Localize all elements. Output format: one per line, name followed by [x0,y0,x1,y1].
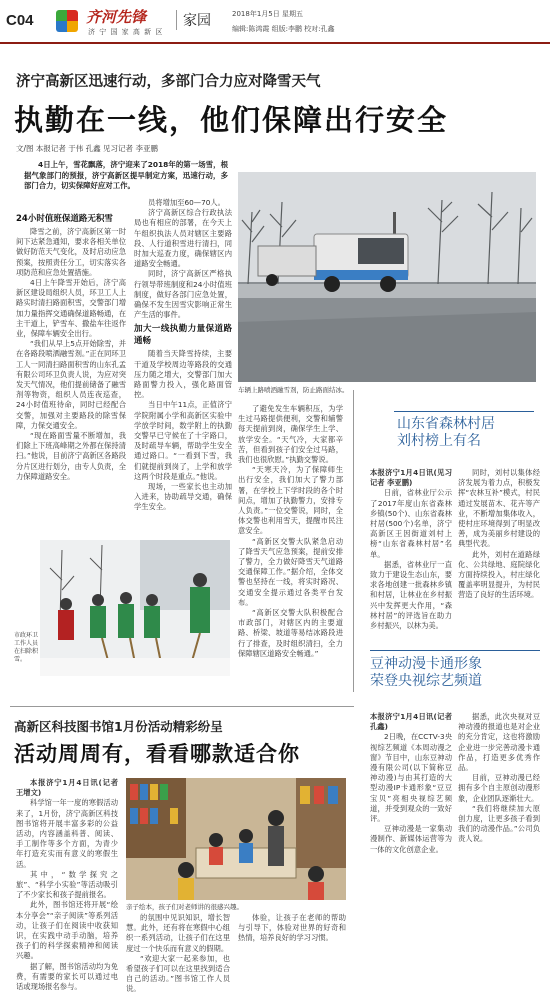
story1-photo-snow-truck [238,172,536,382]
story1-paragraph: 济宁高新区综合行政执法局也有相应的部署，在今天上午组织执法人员对辖区主要路段、人行道积雪进行清扫，同时加大巡查力度，确保辖区内道路安全畅通。 [134,208,232,269]
sidebar2-paragraph: “我们将继续加大原创力度，让更多孩子看到我们的动漫作品。”公司负责人说。 [458,803,540,844]
story1-headline: 执勤在一线，他们保障出行安全 [14,103,449,137]
story2-paragraph: 的氛围中见识知识，增长智慧。此外，还有将在寒假中心组织一系列活动，让孩子们在这里度过一个快乐而有意义的假期。 [126,913,230,953]
issue-date: 2018年1月5日 星期五 [232,10,303,18]
sidebar2-rule [370,650,540,651]
story1-paragraph: 4日上午降雪开始后，济宁高新区建设局组织人员，环卫工人上路实时清扫路面积雪，交警部门增加力量指挥交通确保道路畅通，在主干道上，铲雪车、撒盐车往返作业，保障车辆安全出行。 [16,278,126,339]
story1-photo1-caption: 车辆上路喷洒融雪剂，防止路面结冰。 [238,386,349,394]
story2-paragraph: “欢迎大家一起来参加，也希望孩子们可以在这里找到适合自己的活动。”图书馆工作人员说。 [126,953,230,994]
story2-byline: 本报济宁1月4日讯(记者 王增文) [16,778,118,798]
story1-subhead-1: 24小时值班保道路无积雪 [16,214,113,224]
page-header [0,0,550,44]
story1-paragraph: 了避免发生车辆积压，为学生过马路提供便利，交警和辅警每天提前到岗，确保学生上学、放学安全。“天气冷，大家都辛苦，但看到孩子们安全过马路，我们也很欣慰。”执勤交警说。 [238,404,343,465]
snow-truck-image [238,172,536,382]
sidebar1-paragraph: 日前，省林业厅公示了2017年度山东省森林乡镇(50个)、山东省森林村居(500个)名单，济宁高新区王因街道刘村上榜“山东省森林村居”名单。 [370,488,452,559]
story2-photo-caption: 亲子绘本，孩子们对老师讲的很感兴趣。 [126,903,243,911]
sweepers-image [40,540,230,676]
story2-headline: 活动周周有，看看哪款适合你 [14,742,300,766]
story1-kicker: 济宁高新区迅速行动，多部门合力应对降雪天气 [16,74,321,90]
story2-paragraph: 此外，图书馆还将开展“绘本分享会”“亲子阅读”等系列活动，让孩子们在阅读中收获知识，在实践中动手动脑，培养孩子们的科学探索精神和阅读兴趣。 [16,900,118,961]
newspaper-logo-icon [56,10,78,32]
story1-paragraph: 员将增加至60—70人。 [148,198,225,207]
story1-paragraph: “高新区交警大队积极配合市政部门，对辖区内的主要道路、桥梁、坡道等易结冰路段进行了排查，及时组织清扫，全力保障辖区道路安全畅通。” [238,608,343,658]
story1-column-3 [238,404,343,674]
story1-subhead-2: 加大一线执勤力量保道路通畅 [134,324,232,347]
story2-paragraph: 体验，让孩子在老师的帮助与引导下，体验对世界的好奇和热情，培养良好的学习习惯。 [238,913,346,943]
story1-lead: 4日上午，雪花飘落，济宁迎来了2018年的第一场雪，根据气象部门的预报，济宁高新区提早制定方案，迅速行动，多部门合力，切实保障好应对工作。 [24,160,228,190]
story2-paragraph: 其中，“数学探究之旅”、“科学小实验”等活动吸引了不少家长和孩子提前报名。 [16,869,118,900]
sidebar1-column-2 [458,468,540,638]
story-divider [10,706,354,707]
sidebar1-paragraph: 同时，刘村以集体经济发展为着力点，积极发挥“农林互补”模式，村民通过发展苗木、花卉等产业，不断增加集体收入，使村庄环境得到了明显改善，成为美丽乡村建设的典型代表。 [458,468,540,549]
story1-paragraph: 随着当天降雪持续，主要干道及学校周边等路段的交通压力随之增大，交警部门加大路面警力投入，强化路面管控。 [134,349,232,400]
sidebar2-paragraph: 目前，豆神动漫已经拥有多个自主原创动漫形象，企业团队逐渐壮大。 [458,773,540,803]
sidebar2-column-2 [458,712,540,938]
sidebar1-paragraph: 据悉，省林业厅一直致力于建设生态山东，要求各地创建一批森林乡镇和村居，让林业在乡村振兴中发挥更大作用，“森林村居”的评选旨在助力乡村振兴，以林为美。 [370,559,452,631]
sidebar1-paragraph: 此外，刘村在道路绿化、公共绿地、庭院绿化方面持续投入，村庄绿化覆盖率明显提升，为村民营造了良好的生活环境。 [458,549,540,600]
story1-paragraph: “天寒天冷，为了保障师生出行安全，我们加大了警力部署，在学校上下学时段的各个时间点，增加了执勤警力，安排专人负责。”一位交警说，同时，全体交警也利用雪天，提醒市民注意安全。 [238,465,343,536]
newspaper-subtitle: 济 宁 国 家 高 新 区 [88,28,164,36]
story1-paragraph: 现场，一些家长也主动加入进来，协助疏导交通，确保学生安全。 [134,482,232,512]
sidebar2-column-1 [370,712,452,938]
story1-paragraph: “现在路面雪量不断增加，我们除上下班高峰期之外都在保持清扫。”他说，目前济宁高新区各路段分片区进行划分，由专人负责，全力保障道路安全。 [16,431,126,481]
story2-paragraph: 据了解，图书馆活动均为免费，有需要的家长可以通过电话或现场报名参与。 [16,961,118,992]
column-divider [353,390,354,692]
section-name: 家园 [176,10,211,30]
sidebar1-column-1 [370,468,452,638]
sidebar2-paragraph: 据悉，此次央视对豆神动漫的报道也是对企业的充分肯定，这也将激励企业进一步完善动漫卡通作品，打造更多优秀作品。 [458,712,540,773]
story1-paragraph: 同时，济宁高新区严格执行领导带班制度和24小时值班制度，做好各部门应急处置，确保不发生因雪灾影响正常生产生活的事件。 [134,269,232,320]
sidebar2-paragraph: 2日晚，在CCTV-3央视综艺频道《本周动漫之窗》节目中，山东豆神动漫有限公司(以下简称豆神动漫)与由其打造的大型动漫IP卡通形象“豆豆宝贝”亮相央视综艺频道，并受到观众的一致好评。 [370,732,452,824]
story2-photo-library [126,778,346,900]
sidebar1-byline: 本报济宁1月4日讯(见习记者 李亚鹏) [370,468,452,488]
page-number: C04 [6,12,34,29]
story2-kicker: 高新区科技图书馆1月份活动精彩纷呈 [14,719,223,734]
story1-photo2-caption: 市政环卫工作人员在扫除积雪。 [14,632,39,663]
story2-column-3 [238,913,346,941]
story1-column-1 [16,210,126,528]
story2-paragraph: 科学馆一年一度的寒假活动来了，1月份，济宁高新区科技图书馆将开展丰富多彩的公益活动，内容涵盖科普、阅读、手工制作等多个方面，为青少年打造充实而有意义的寒假生活。 [16,798,118,869]
story1-paragraph: 当日中午11点，正值济宁学院附属小学和高新区实验中学放学时间，数学附上的执勤交警早已守候在了十字路口，及时疏导车辆，帮助学生安全通过路口。“一看到下雪，我们就提前到岗了，上学和放学这两个时段是重点。”他说。 [134,400,232,481]
story2-column-2 [126,913,230,994]
sidebar2-byline: 本报济宁1月4日讯(记者 孔鑫) [370,712,452,732]
story1-byline: 文/图 本报记者 于伟 孔鑫 见习记者 李亚鹏 [16,144,158,153]
story2-column-1 [16,778,118,992]
sidebar1-rule [394,411,534,412]
story1-photo-sweepers [40,540,230,676]
sidebar2-paragraph: 豆神动漫是一家集动漫制作、新媒体运营等为一体的文化创意企业。 [370,824,452,854]
story1-paragraph: “我们从早上5点开始除雪，并在各路段喷洒融雪剂。”正在同环卫工人一同清扫路面积雪的山东孔孟有限公司环卫负责人说，为应对突发天气情况，他们提前储备了融雪剂等物资，组织人员连夜巡查，24小时值班待命，同时已经配合交警，加强对主要路段的除雪保障，力保交通安全。 [16,339,126,430]
library-image [126,778,346,900]
sidebar2-title: 豆神动漫卡通形象 荣登央视综艺频道 [370,656,482,689]
sidebar1-title: 山东省森林村居 刘村榜上有名 [397,416,495,449]
newspaper-name: 齐河先锋 [86,8,147,26]
story1-paragraph: “高新区交警大队紧急启动了降雪天气应急预案，提前安排了警力，全力做好降雪天气道路交通保障工作。”据介绍，全体交警也坚持在一线，将实时路况、交通安全提示通过各类平台发布。 [238,536,343,607]
story1-paragraph: 降雪之前，济宁高新区第一时间下达紧急通知，要求各相关单位做好防范天气变化，及时启动应急预案，按照责任分工，切实落实各项防范和应急处置措施。 [16,227,126,277]
issue-staff: 编辑:陈鸿霞 组版:李鹏 校对:孔鑫 [232,25,335,33]
